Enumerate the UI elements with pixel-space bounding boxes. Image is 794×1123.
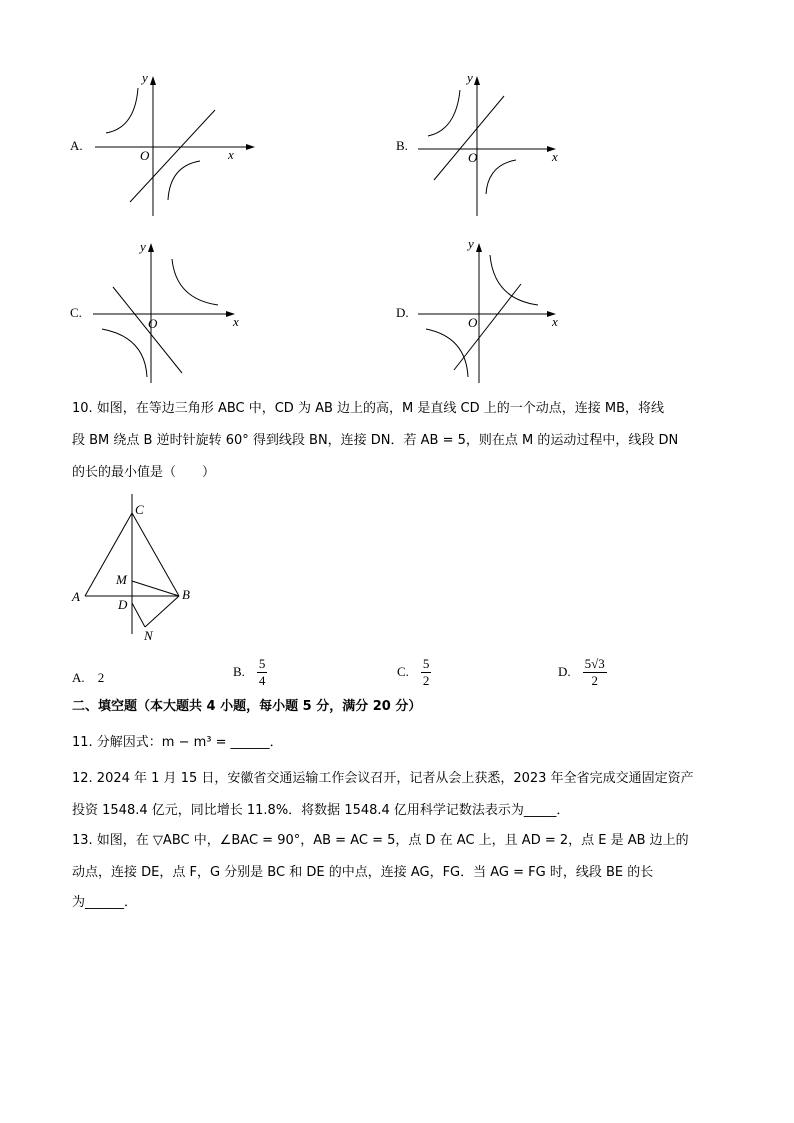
q13-line2: 动点，连接 DE，点 F，G 分别是 BC 和 DE 的中点，连接 AG，FG．当 AG = FG 时，线段 BE 的长 xyxy=(72,865,654,880)
graph-d xyxy=(416,237,596,387)
q10-option-d-label: D. xyxy=(558,664,571,680)
q10-option-a-value: 2 xyxy=(97,670,105,685)
x-axis-label: x xyxy=(233,314,239,329)
origin-label: O xyxy=(468,315,478,330)
q10-option-c xyxy=(397,656,431,688)
option-b-label: B. xyxy=(396,138,408,153)
label-M: M xyxy=(116,572,127,587)
q10-option-c-fraction: $\frac{5}{2}$ xyxy=(422,656,430,688)
q10-line3: 的长的最小值是（ ） xyxy=(72,465,216,480)
x-axis-label: x xyxy=(228,147,234,162)
option-a-label: A. xyxy=(70,138,83,153)
label-C: C xyxy=(135,502,144,517)
label-D: D xyxy=(118,597,128,612)
graph-a xyxy=(90,70,270,220)
y-axis-label: y xyxy=(142,70,148,85)
q10-line1: 10. 如图，在等边三角形 ABC 中，CD 为 AB 边上的高，M 是直线 CD 上的一个动点，连接 MB，将线 xyxy=(72,401,664,416)
q10-line2: 段 BM 绕点 B 逆时针旋转 60° 得到线段 BN，连接 DN．若 AB = 5，则在点 M 的运动过程中，线段 DN xyxy=(72,433,679,448)
label-A: A xyxy=(72,589,80,604)
q12-line1: 12. 2024 年 1 月 15 日，安徽省交通运输工作会议召开，记者从会上获悉，2023 年全省完成交通固定资产 xyxy=(72,771,694,786)
q12-line2: 投资 1548.4 亿元，同比增长 11.8%．将数据 1548.4 亿用科学记数法表示为_____． xyxy=(72,803,570,818)
q10-option-d-fraction: $\frac{5√3}{2}$ xyxy=(584,656,605,688)
origin-label: O xyxy=(468,150,478,165)
graph-c xyxy=(90,237,270,387)
label-B: B xyxy=(182,587,190,602)
q10-option-d xyxy=(558,656,607,688)
x-axis-label: x xyxy=(552,149,558,164)
y-axis-label: y xyxy=(467,70,473,85)
q10-figure xyxy=(66,492,206,652)
origin-label: O xyxy=(148,316,158,331)
q10-option-c-label: C. xyxy=(397,664,409,680)
y-axis-label: y xyxy=(140,239,146,254)
origin-label: O xyxy=(140,148,150,163)
q13-line3: 为______． xyxy=(72,895,138,910)
graph-b xyxy=(416,70,596,220)
x-axis-label: x xyxy=(552,314,558,329)
section2-title: 二、填空题（本大题共 4 小题，每小题 5 分，满分 20 分） xyxy=(72,699,422,714)
y-axis-label: y xyxy=(468,237,474,251)
q10-option-b xyxy=(233,656,267,688)
q10-option-b-label: B. xyxy=(233,664,245,680)
q10-option-a xyxy=(72,667,104,686)
q10-option-b-fraction: $\frac{5}{4}$ xyxy=(258,656,266,688)
option-c-label: C. xyxy=(70,305,82,320)
option-d-label: D. xyxy=(396,305,409,320)
q11-text: 11. 分解因式：m − m³ = ______． xyxy=(72,735,283,750)
label-N: N xyxy=(144,628,153,643)
q13-line1: 13. 如图，在 ▽ABC 中，∠BAC = 90°，AB = AC = 5，点 D 在 AC 上，且 AD = 2，点 E 是 AB 边上的 xyxy=(72,833,689,848)
q10-option-a-label: A. xyxy=(72,670,85,685)
